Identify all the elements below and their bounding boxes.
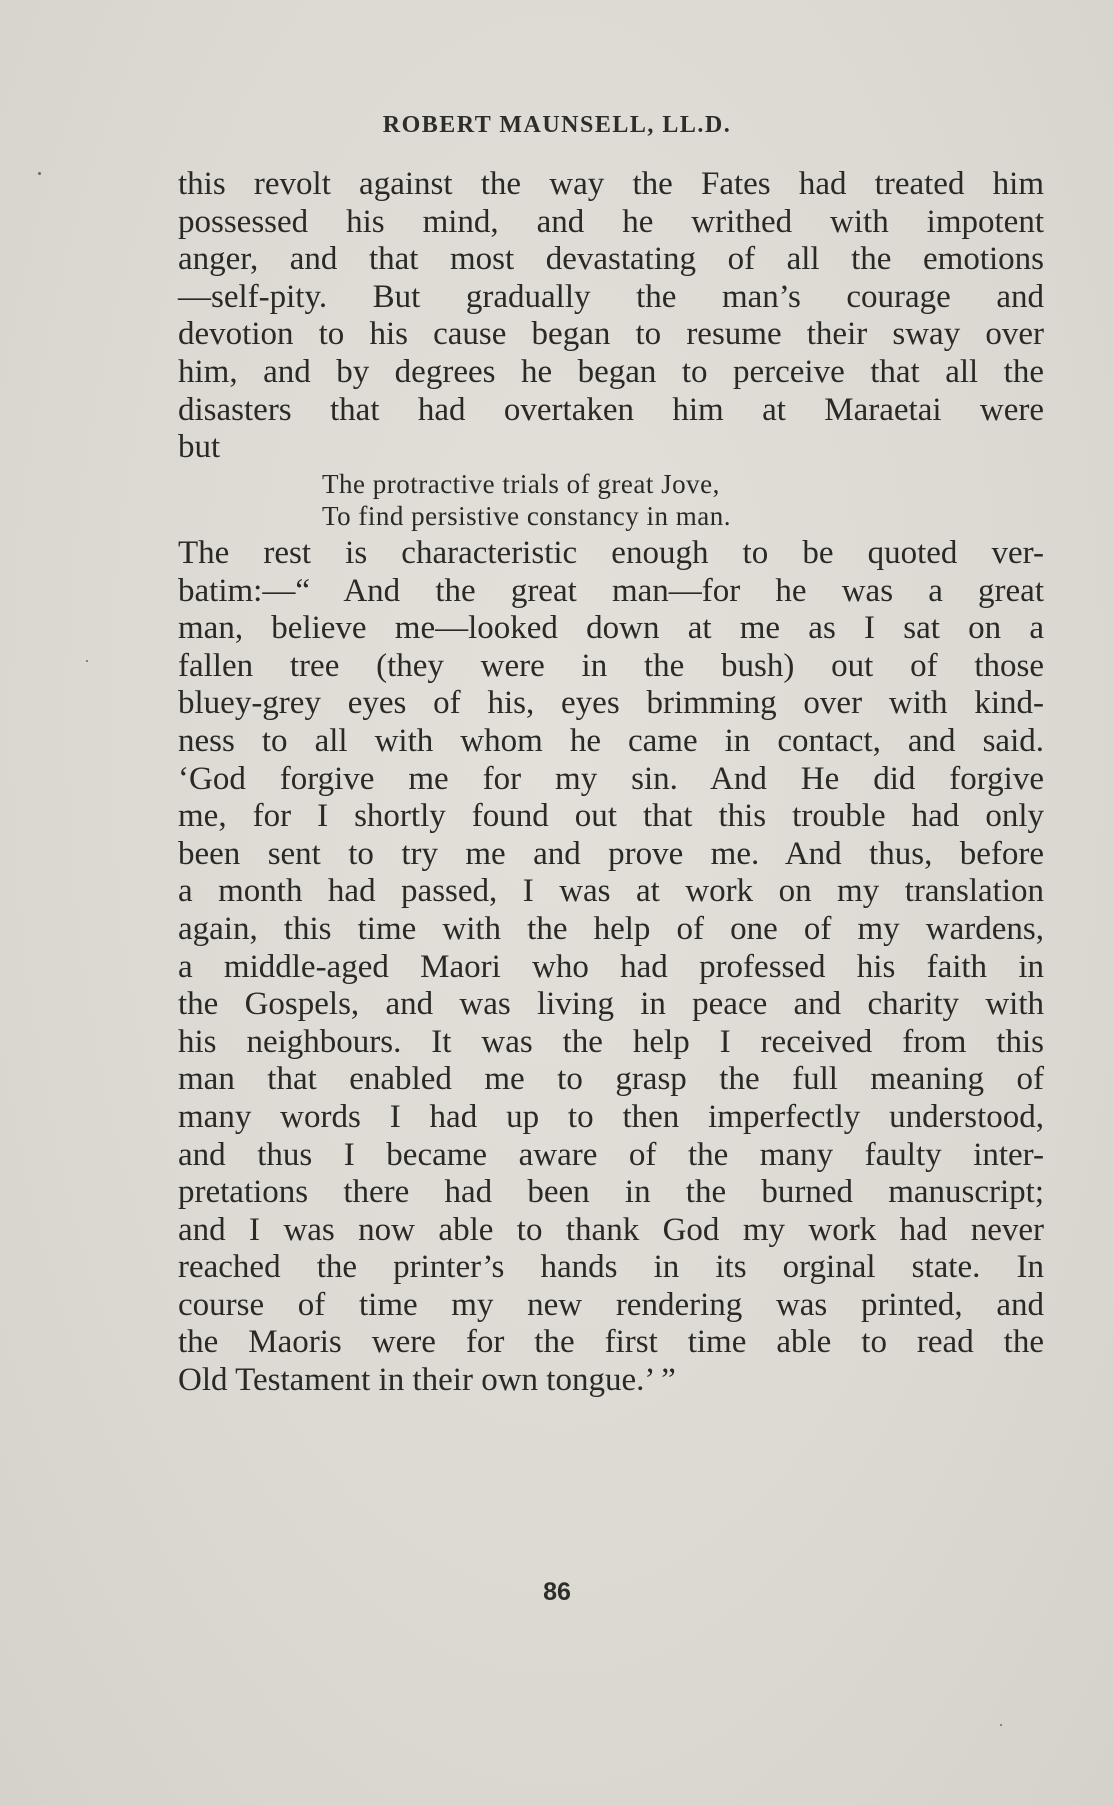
text-line: The rest is characteristic enough to be quoted ver-: [178, 535, 1044, 571]
running-head: ROBERT MAUNSELL, LL.D.: [382, 112, 732, 138]
text-line: disasters that had overtaken him at Maraetai were: [178, 391, 1044, 428]
text-line: anger, and that most devastating of all the emotions: [178, 241, 1044, 278]
text-line: man that enabled me to grasp the full meaning of: [178, 1061, 1044, 1098]
text-line: reached the printer’s hands in its orginal state. In: [178, 1249, 1044, 1286]
text-line: many words I had up to then imperfectly understood,: [178, 1098, 1044, 1135]
text-line: devotion to his cause began to resume their sway over: [178, 316, 1044, 353]
text-line: man, believe me—looked down at me as I sat on a: [178, 610, 1044, 647]
text-line: a middle-aged Maori who had professed his faith in: [178, 948, 1044, 985]
verse-line: To find persistive constancy in man.: [322, 501, 732, 531]
paper-speck: [86, 660, 88, 662]
text-line: his neighbours. It was the help I received from this: [178, 1023, 1044, 1060]
text-line: batim:—“ And the great man—for he was a great: [178, 572, 1044, 609]
text-line: Old Testament in their own tongue.’ ”: [178, 1362, 676, 1399]
text-line: and thus I became aware of the many faulty inter-: [178, 1136, 1044, 1173]
text-line: the Gospels, and was living in peace and charity with: [178, 986, 1044, 1023]
text-line: possessed his mind, and he writhed with impotent: [178, 203, 1044, 240]
text-line: bluey-grey eyes of his, eyes brimming over with kind-: [178, 685, 1044, 722]
text-line: been sent to try me and prove me. And thus, before: [178, 835, 1044, 872]
paragraph-2: [178, 535, 1044, 1400]
text-line: this revolt against the way the Fates had treated him: [178, 166, 1044, 202]
text-line: me, for I shortly found out that this trouble had only: [178, 798, 1044, 835]
text-line: —self-pity. But gradually the man’s courage and: [178, 278, 1044, 315]
verse-line: The protractive trials of great Jove,: [322, 469, 720, 499]
text-line: fallen tree (they were in the bush) out of those: [178, 647, 1044, 684]
paper-speck: [38, 172, 41, 175]
text-line: but: [178, 429, 221, 466]
paper-speck: [1000, 1724, 1002, 1726]
text-line: course of time my new rendering was printed, and: [178, 1286, 1044, 1323]
text-line: ness to all with whom he came in contact, and said.: [178, 722, 1044, 759]
text-line: ‘God forgive me for my sin. And He did forgive: [178, 760, 1044, 797]
text-line: and I was now able to thank God my work had never: [178, 1211, 1044, 1248]
verse-quote: [322, 468, 731, 532]
text-line: pretations there had been in the burned manuscript;: [178, 1174, 1044, 1211]
page-number: 86: [543, 1578, 571, 1606]
text-line: a month had passed, I was at work on my translation: [178, 873, 1044, 910]
text-line: him, and by degrees he began to perceive that all the: [178, 353, 1044, 390]
paragraph-1: [178, 166, 1044, 467]
text-line: the Maoris were for the first time able to read the: [178, 1324, 1044, 1361]
text-line: again, this time with the help of one of my wardens,: [178, 910, 1044, 947]
